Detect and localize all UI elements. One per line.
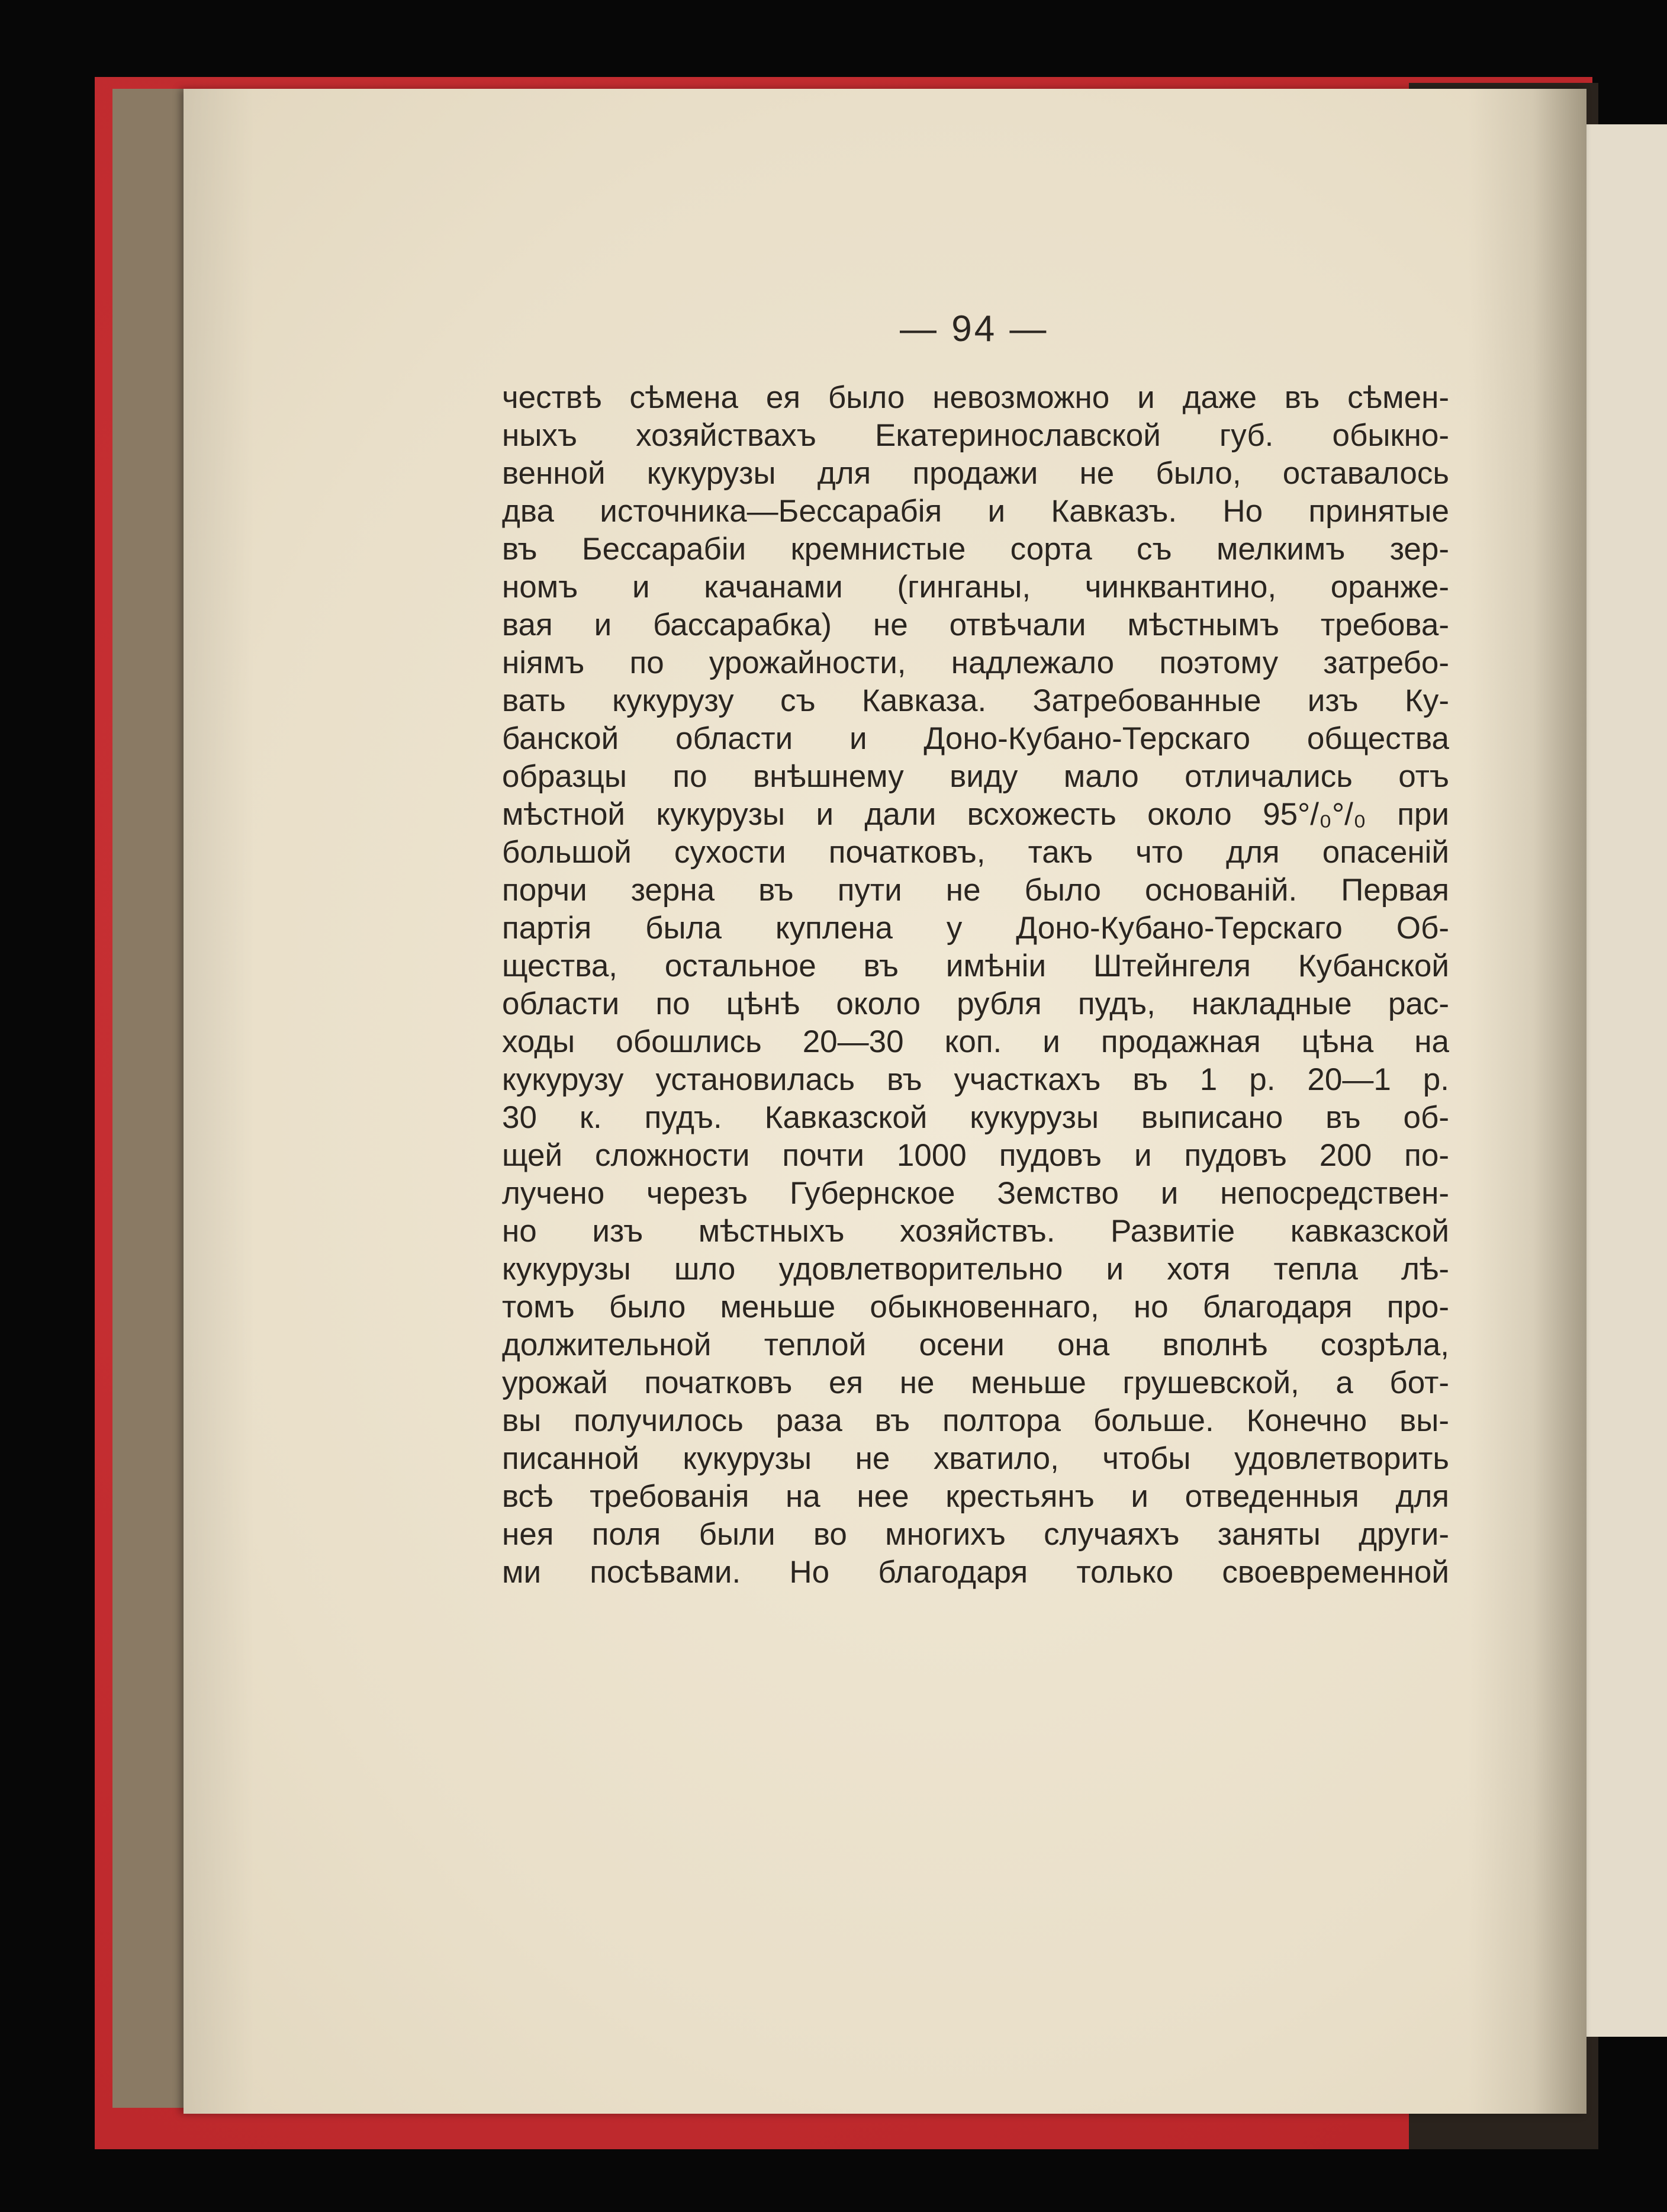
text-line: вать кукурузу съ Кавказа. Затребованные изъ Ку- [502, 683, 1449, 718]
text-line: большой сухости початковъ, такъ что для опасеній [502, 835, 1449, 870]
text-line: вая и бассарабка) не отвѣчали мѣстнымъ требова- [502, 607, 1449, 642]
text-line: банской области и Доно-Кубано-Терскаго общества [502, 721, 1449, 756]
text-line: всѣ требованія на нее крестьянъ и отведенныя для [502, 1479, 1449, 1514]
text-line: въ Бессарабіи кремнистые сорта съ мелкимъ зер- [502, 532, 1449, 567]
text-line: номъ и качанами (гинганы, чинквантино, оранже- [502, 570, 1449, 605]
text-line: образцы по внѣшнему виду мало отличались отъ [502, 759, 1449, 794]
text-line: ніямъ по урожайности, надлежало поэтому затребо- [502, 645, 1449, 680]
text-line: мѣстной кукурузы и дали всхожесть около 95°/₀°/₀ при [502, 797, 1449, 832]
text-line: 30 к. пудъ. Кавказской кукурузы выписано въ об- [502, 1100, 1449, 1135]
text-line: нея поля были во многихъ случаяхъ заняты други- [502, 1517, 1449, 1552]
text-line: ходы обошлись 20—30 коп. и продажная цѣна на [502, 1024, 1449, 1059]
text-line: писанной кукурузы не хватило, чтобы удовлетворить [502, 1441, 1449, 1476]
text-line: чествѣ сѣмена ея было невозможно и даже въ сѣмен- [502, 380, 1449, 415]
text-line: щества, остальное въ имѣніи Штейнгеля Кубанской [502, 949, 1449, 983]
body-text [502, 379, 1449, 1592]
text-line: кукурузы шло удовлетворительно и хотя тепла лѣ- [502, 1252, 1449, 1287]
text-line: ми посѣвами. Но благодаря только своевременной [502, 1555, 1449, 1590]
text-line: вы получилось раза въ полтора больше. Конечно вы- [502, 1403, 1449, 1438]
text-line: два источника—Бессарабія и Кавказъ. Но принятые [502, 494, 1449, 529]
page-number: — 94 — [900, 308, 1049, 349]
text-line: области по цѣнѣ около рубля пудъ, накладные рас- [502, 986, 1449, 1021]
text-line: лучено черезъ Губернское Земство и непосредствен- [502, 1176, 1449, 1211]
text-line: щей сложности почти 1000 пудовъ и пудовъ 200 по- [502, 1138, 1449, 1173]
text-line: венной кукурузы для продажи не было, оставалось [502, 456, 1449, 491]
text-line: томъ было меньше обыкновеннаго, но благодаря про- [502, 1290, 1449, 1324]
text-line: ныхъ хозяйствахъ Екатеринославской губ. обыкно- [502, 418, 1449, 453]
text-line: но изъ мѣстныхъ хозяйствъ. Развитіе кавказской [502, 1214, 1449, 1249]
text-line: должительной теплой осени она вполнѣ созрѣла, [502, 1327, 1449, 1362]
text-line: урожай початковъ ея не меньше грушевской, а бот- [502, 1365, 1449, 1400]
text-line: партія была куплена у Доно-Кубано-Терскаго Об- [502, 911, 1449, 946]
text-line: порчи зерна въ пути не было основаній. Первая [502, 873, 1449, 908]
text-line: кукурузу установилась въ участкахъ въ 1 р. 20—1 р. [502, 1062, 1449, 1097]
